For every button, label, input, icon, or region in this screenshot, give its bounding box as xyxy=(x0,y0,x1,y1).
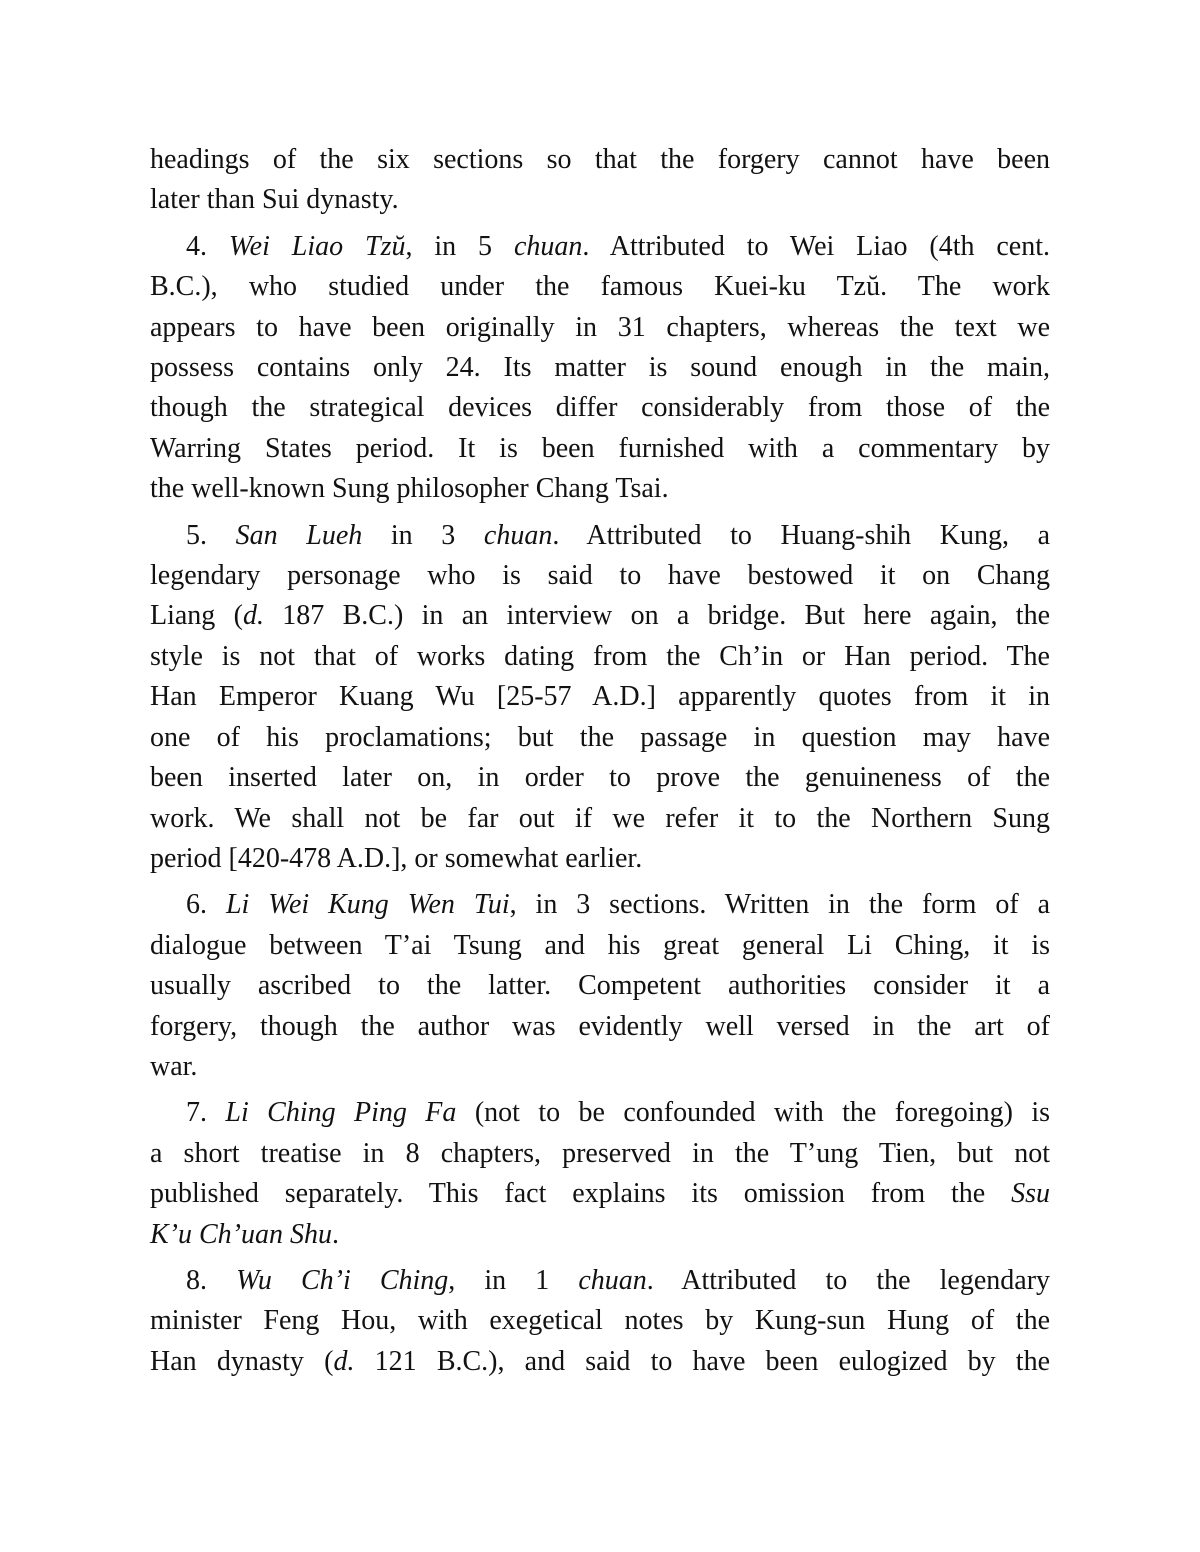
text-line xyxy=(150,1134,1050,1174)
text-run: the well-known Sung philosopher Chang Tsai. xyxy=(150,473,669,505)
text-line xyxy=(150,966,1050,1006)
italic-text-run: d. xyxy=(242,600,264,632)
paragraph-5 xyxy=(150,1093,1050,1255)
text-line xyxy=(150,758,1050,798)
text-run: style is not that of works dating from the Ch’in or Han period. The xyxy=(150,640,1050,672)
text-run: 7. xyxy=(186,1097,226,1129)
text-run: been inserted later on, in order to prove the genuineness of the xyxy=(150,762,1050,794)
text-run: period [420-478 A.D.], or somewhat earlier. xyxy=(150,842,643,874)
text-run: 4. xyxy=(186,230,229,262)
text-line xyxy=(150,1261,1050,1301)
text-run: headings of the six sections so that the forgery cannot have been xyxy=(150,144,1050,175)
text-line xyxy=(150,799,1050,839)
text-run: (not to be confounded with the foregoing) is xyxy=(456,1097,1050,1129)
text-run: 8. xyxy=(186,1264,237,1296)
text-run: . xyxy=(332,1218,339,1250)
text-line xyxy=(150,1174,1050,1214)
italic-text-run: Ssu xyxy=(1011,1178,1050,1210)
text-line xyxy=(150,267,1050,307)
italic-text-run: K’u Ch’uan Shu xyxy=(150,1218,332,1250)
text-run: usually ascribed to the latter. Competent authorities consider it a xyxy=(150,970,1050,1002)
text-line xyxy=(150,637,1050,677)
text-line xyxy=(150,348,1050,388)
text-run: . Attributed to the legendary xyxy=(646,1264,1051,1296)
paragraph-6 xyxy=(150,1261,1050,1382)
text-line xyxy=(150,1047,1050,1087)
text-run: forgery, though the author was evidently well versed in the art of xyxy=(150,1010,1050,1042)
italic-text-run: Li Ching Ping Fa xyxy=(225,1097,457,1129)
text-run: 6. xyxy=(186,889,226,921)
paragraph-2 xyxy=(150,227,1050,510)
text-line xyxy=(150,1342,1050,1382)
paragraph-4 xyxy=(150,885,1050,1087)
text-line xyxy=(150,677,1050,717)
text-line xyxy=(150,1301,1050,1341)
text-run: later than Sui dynasty. xyxy=(150,184,399,216)
text-run: a short treatise in 8 chapters, preserved in the T’ung Tien, but not xyxy=(150,1137,1050,1169)
text-run: . Attributed to Wei Liao (4th cent. xyxy=(582,230,1051,262)
italic-text-run: chuan xyxy=(513,230,583,262)
text-line xyxy=(150,885,1050,925)
italic-text-run: chuan xyxy=(578,1264,647,1296)
text-run: in 3 xyxy=(362,519,484,551)
text-line xyxy=(150,140,1050,180)
italic-text-run: San Lueh xyxy=(235,519,363,551)
italic-text-run: Wu Ch’i Ching xyxy=(236,1264,449,1296)
text-run: appears to have been originally in 31 chapters, whereas the text we xyxy=(150,311,1050,343)
text-run: possess contains only 24. Its matter is sound enough in the main, xyxy=(150,352,1050,384)
italic-text-run: chuan xyxy=(483,519,553,551)
text-run: published separately. This fact explains its omission from the xyxy=(150,1178,1012,1210)
text-run: one of his proclamations; but the passage in question may have xyxy=(150,721,1050,753)
text-run: war. xyxy=(150,1050,198,1082)
italic-text-run: Li Wei Kung Wen Tui xyxy=(225,889,510,921)
italic-text-run: Wei Liao Tzŭ xyxy=(228,230,406,262)
text-run: 121 B.C.), and said to have been eulogized by the xyxy=(354,1345,1051,1377)
text-line xyxy=(150,227,1050,267)
text-line xyxy=(150,556,1050,596)
text-line xyxy=(150,308,1050,348)
text-run: 5. xyxy=(186,519,236,551)
text-run: minister Feng Hou, with exegetical notes by Kung-sun Hung of the xyxy=(150,1305,1050,1337)
text-run: Liang ( xyxy=(150,600,243,632)
text-run: , in 3 sections. Written in the form of a xyxy=(509,889,1051,921)
text-line xyxy=(150,429,1050,469)
text-run: though the strategical devices differ considerably from those of the xyxy=(150,392,1050,424)
italic-text-run: d. xyxy=(333,1345,355,1377)
text-line xyxy=(150,839,1050,879)
text-run: B.C.), who studied under the famous Kuei-ku Tzŭ. The work xyxy=(150,271,1050,303)
text-run: Han dynasty ( xyxy=(150,1345,334,1377)
text-line xyxy=(150,926,1050,966)
text-run: Warring States period. It is been furnished with a commentary by xyxy=(150,432,1050,464)
text-run: legendary personage who is said to have bestowed it on Chang xyxy=(150,560,1050,592)
text-run: , in 5 xyxy=(405,230,514,262)
text-run: Han Emperor Kuang Wu [25-57 A.D.] apparently quotes from it in xyxy=(150,681,1050,713)
text-line xyxy=(150,1215,1050,1255)
text-run: dialogue between T’ai Tsung and his great general Li Ching, it is xyxy=(150,929,1050,961)
text-line xyxy=(150,1093,1050,1133)
page-text-block xyxy=(150,140,1050,1382)
text-line xyxy=(150,516,1050,556)
text-line xyxy=(150,388,1050,428)
paragraph-1 xyxy=(150,140,1050,221)
text-run: , in 1 xyxy=(448,1264,579,1296)
text-run: work. We shall not be far out if we refer it to the Northern Sung xyxy=(150,802,1050,834)
text-line xyxy=(150,1007,1050,1047)
text-line xyxy=(150,718,1050,758)
paragraph-3 xyxy=(150,516,1050,880)
text-run: . Attributed to Huang-shih Kung, a xyxy=(552,519,1051,551)
text-run: 187 B.C.) in an interview on a bridge. But here again, the xyxy=(263,600,1050,632)
text-line xyxy=(150,596,1050,636)
text-line xyxy=(150,469,1050,509)
text-line xyxy=(150,180,1050,220)
